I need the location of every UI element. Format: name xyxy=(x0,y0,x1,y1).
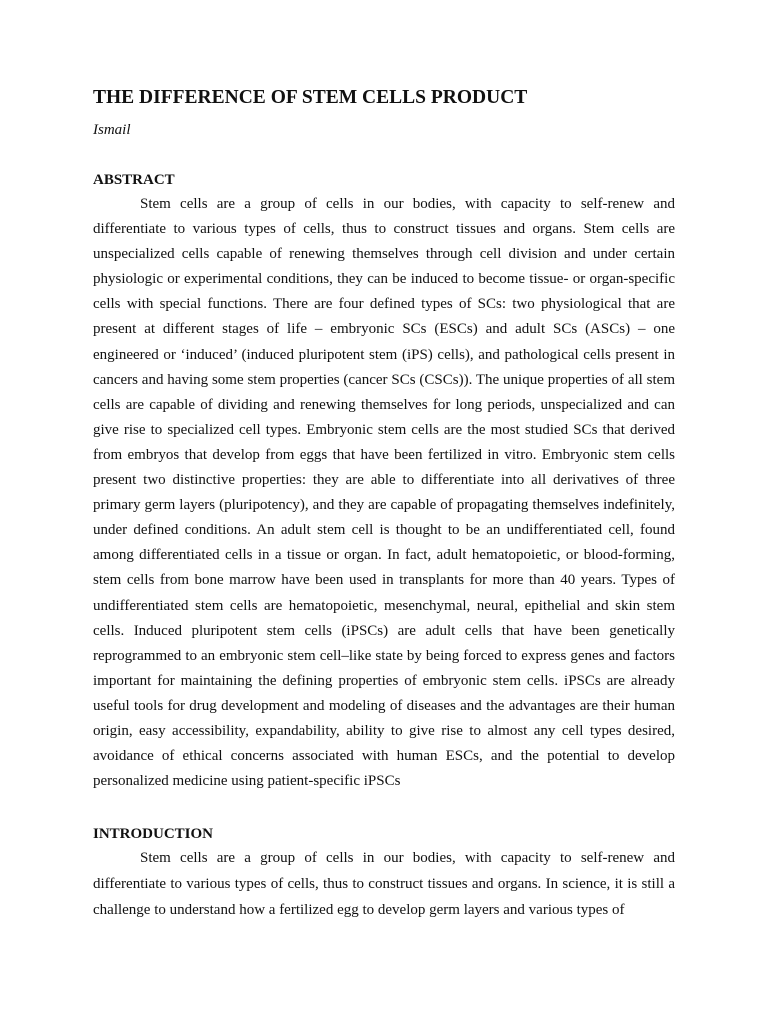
abstract-paragraph: Stem cells are a group of cells in our bodies, with capacity to self-renew and differentiate to various types of cells, thus to construct tissues and organs. Stem cells are unspecialized cells capable of renewing themselves through cell division and under certain physiologic or experimental conditions, they can be induced to become tissue- or organ-specific cells with special functions. There are four defined types of SCs: two physiological that are present at different stages of life – embryonic SCs (ESCs) and adult SCs (ASCs) – one engineered or ‘induced’ (induced pluripotent stem (iPS) cells), and pathological cells present in cancers and having some stem properties (cancer SCs (CSCs)). The unique properties of all stem cells are capable of dividing and renewing themselves for long periods, unspecialized and can give rise to specialized cell types. Embryonic stem cells are the most studied SCs that derived from embryos that develop from eggs that have been fertilized in vitro. Embryonic stem cells present two distinctive properties: they are able to differentiate into all derivatives of three primary germ layers (pluripotency), and they are capable of propagating themselves indefinitely, under defined conditions. An adult stem cell is thought to be an undifferentiated cell, found among differentiated cells in a tissue or organ. In fact, adult hematopoietic, or blood-forming, stem cells from bone marrow have been used in transplants for more than 40 years. Types of undifferentiated stem cells are hematopoietic, mesenchymal, neural, epithelial and skin stem cells. Induced pluripotent stem cells (iPSCs) are adult cells that have been genetically reprogrammed to an embryonic stem cell–like state by being forced to express genes and factors important for maintaining the defining properties of embryonic stem cells. iPSCs are already useful tools for drug development and modeling of diseases and the advantages are their human origin, easy accessibility, expandability, ability to give rise to almost any cell types desired, avoidance of ethical concerns associated with human ESCs, and the potential to develop personalized medicine using patient-specific iPSCs xyxy=(93,196,675,790)
introduction-heading: INTRODUCTION xyxy=(93,826,214,842)
abstract-heading: ABSTRACT xyxy=(93,172,175,188)
paper-title: THE DIFFERENCE OF STEM CELLS PRODUCT xyxy=(93,87,528,108)
author-name: Ismail xyxy=(93,122,131,138)
introduction-paragraph: Stem cells are a group of cells in our bodies, with capacity to self-renew and differentiate to various types of cells, thus to construct tissues and organs. In science, it is still a challenge to understand how a fertilized egg to develop germ layers and various types of xyxy=(93,850,675,918)
